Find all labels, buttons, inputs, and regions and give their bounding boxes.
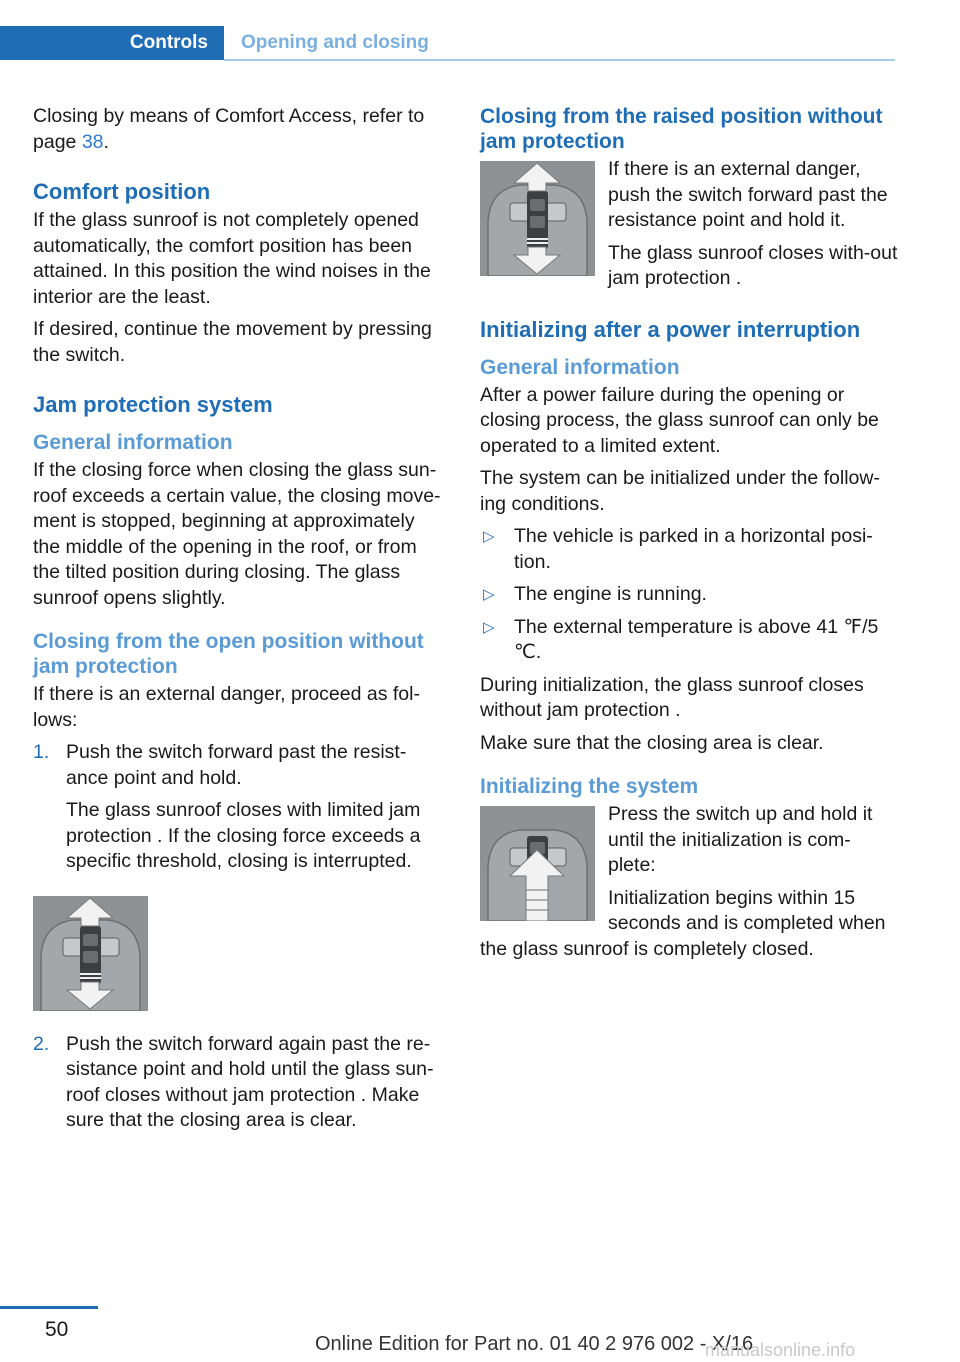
step-item	[33, 740, 445, 875]
init-system-paragraph-2: Initialization begins within 15 seconds and is completed when the glass sunroof is completely closed.	[480, 886, 886, 960]
intro-end: .	[103, 130, 109, 153]
section-tab[interactable]: Opening and closing	[241, 32, 429, 53]
edition-text: Online Edition for Part no. 01 40 2 976 002 - X/16	[315, 1333, 754, 1355]
header-divider	[224, 59, 895, 61]
switch-up-illustration	[480, 806, 595, 921]
step-number: 2.	[33, 1032, 50, 1055]
conditions-list	[480, 524, 898, 666]
raised-paragraph-1: If there is an external danger, push the switch forward past the resistance point and hold it.	[608, 158, 888, 231]
step-item	[33, 1032, 445, 1134]
bullet-triangle-icon: ▷	[483, 618, 495, 636]
steps-list	[33, 740, 445, 875]
page-link[interactable]: 38	[81, 130, 104, 153]
comfort-paragraph-1: If the glass sunroof is not completely opened automatically, the comfort position has been attained. In this position the wind noises in the interior are the least.	[33, 209, 431, 308]
intro-paragraph	[33, 104, 445, 155]
init-system-paragraph-1: Press the switch up and hold it until the initialization is com‐plete:	[608, 803, 873, 876]
raised-paragraph-2: The glass sunroof closes with‐out jam protection .	[608, 241, 898, 289]
init-paragraph-4: Make sure that the closing area is clear.	[480, 731, 824, 754]
initializing-heading: Initializing after a power interruption	[480, 316, 861, 342]
list-item	[480, 582, 898, 608]
switch-forward-image	[33, 896, 148, 1011]
condition-text: The external temperature is above 41 ℉/5 ℃.	[514, 615, 879, 663]
page-number-rule	[0, 1306, 98, 1309]
comfort-position-heading: Comfort position	[33, 179, 211, 204]
raised-position-heading: Closing from the raised position without jam protection	[480, 105, 883, 153]
switch-up-image	[480, 806, 595, 921]
step-number: 1.	[33, 741, 50, 763]
raised-block	[480, 157, 898, 299]
list-item	[480, 524, 898, 575]
init-general-heading: General information	[480, 355, 680, 379]
intro-text: Closing by means of Comfort Access, refer to page	[33, 105, 425, 153]
jam-protection-heading: Jam protection system	[33, 392, 273, 417]
comfort-paragraph-2: If desired, continue the movement by pressing the switch.	[33, 318, 432, 366]
switch-illustration	[480, 161, 595, 276]
bullet-triangle-icon: ▷	[483, 586, 495, 603]
watermark: manualsonline.info	[705, 1340, 856, 1360]
chapter-tab[interactable]: Controls	[0, 26, 224, 60]
list-item	[480, 615, 898, 666]
left-column	[33, 104, 445, 1141]
step-text: Push the switch forward past the resist‐ance point and hold.	[66, 741, 407, 789]
right-column	[480, 104, 898, 969]
init-paragraph-1: After a power failure during the opening or closing process, the glass sunroof can only be operated to a limited extent.	[480, 383, 879, 457]
step-text: Push the switch forward again past the re‐sistance point and hold until the glass sun‐roof closes without jam protection . Make sure that the closing area is clear.	[66, 1032, 434, 1131]
general-information-heading: General information	[33, 431, 233, 454]
open-position-heading: Closing from the open position without jam protection	[33, 630, 424, 678]
open-position-paragraph: If there is an external danger, proceed as fol‐lows:	[33, 683, 420, 731]
condition-text: The engine is running.	[514, 583, 707, 605]
page-header	[0, 26, 895, 62]
steps-list-continued	[33, 1032, 445, 1134]
condition-text: The vehicle is parked in a horizontal posi‐tion.	[514, 525, 873, 573]
page-number: 50	[45, 1318, 69, 1341]
general-paragraph: If the closing force when closing the glass sun‐roof exceeds a certain value, the closing move‐ment is stopped, beginning at approximately the middle of the opening in the roof, or from the tilted position during closing. The glass sunroof opens slightly.	[33, 459, 441, 609]
switch-illustration	[33, 896, 148, 1011]
init-paragraph-3: During initialization, the glass sunroof closes without jam protection .	[480, 673, 864, 721]
init-paragraph-2: The system can be initialized under the follow‐ing conditions.	[480, 467, 880, 515]
step-subtext: The glass sunroof closes with limited jam protection . If the closing force exceeds a specific threshold, closing is interrupted.	[66, 799, 421, 872]
switch-forward-image	[480, 161, 595, 276]
init-system-block	[480, 802, 898, 962]
bullet-triangle-icon: ▷	[483, 528, 495, 545]
init-system-heading: Initializing the system	[480, 775, 699, 798]
